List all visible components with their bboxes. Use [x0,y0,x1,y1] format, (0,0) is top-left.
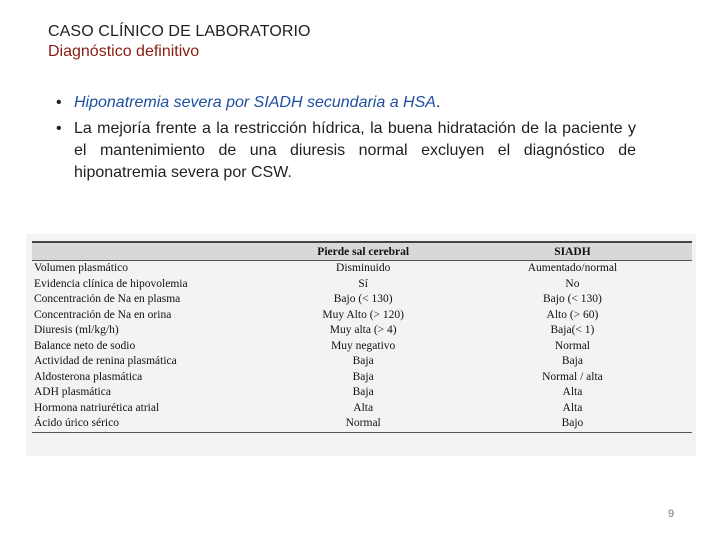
bullet-item-diagnosis [48,92,636,114]
slide-title: CASO CLÍNICO DE LABORATORIO [48,23,311,40]
table-cell: Evidencia clínica de hipovolemia [34,277,188,290]
table-cell: Alto (> 60) [546,308,599,321]
table-cell: Muy alta (> 4) [329,324,397,336]
bullet-list [48,92,636,188]
table-cell: Volumen plasmático [34,262,129,274]
table-cell: Alta [562,386,583,398]
table-cell: Normal / alta [542,370,603,383]
table-cell: Concentración de Na en plasma [34,293,181,305]
table-row [32,261,692,277]
bullet-item-exclusion [48,118,636,184]
table-cell: Muy Alto (> 120) [322,308,404,321]
bullet-suffix: . [435,94,441,111]
table-cell: Normal [345,417,381,429]
bullet-text: Hiponatremia severa por SIADH secundaria a HSA [74,94,436,111]
table-cell: ADH plasmática [34,386,111,398]
slide-subtitle: Diagnóstico definitivo [48,43,200,60]
table-cell: Baja [352,386,374,398]
table-row [32,401,692,417]
table-cell: Bajo [561,417,584,429]
table-cell: Actividad de renina plasmática [34,355,177,367]
table-cell: Concentración de Na en orina [34,308,172,321]
table-row [32,416,692,432]
table-header-cell [32,242,273,261]
comparison-table-image [26,234,696,456]
table-cell: Normal [554,339,591,352]
table-cell: Baja [352,370,374,383]
table-header-cell: Pierde sal cerebral [273,242,452,261]
table-cell: Alta [353,401,374,414]
table-cell: Aumentado/normal [527,262,618,274]
table-row [32,277,692,293]
table-row [32,292,692,308]
table-row [32,385,692,401]
table-cell: No [565,277,580,290]
table-cell: Baja [561,355,583,367]
page-number: 9 [668,508,675,520]
table-body [32,261,692,433]
table-cell: Balance neto de sodio [34,339,136,352]
table-cell: Sí [358,277,368,290]
table-cell: Aldosterona plasmática [34,370,143,383]
table-header-cell: SIADH [453,242,692,261]
table-cell: Baja(< 1) [550,324,595,336]
bullet-text: La mejoría frente a la restricción hídrica, la buena hidratación de la paciente y el mantenimiento de una diuresis normal excluyen el diagnóstico de hiponatremia severa por CSW. [74,120,636,181]
table-cell: Ácido úrico sérico [34,417,119,429]
table-cell: Muy negativo [331,339,396,352]
table-row [32,323,692,339]
table-cell: Diuresis (ml/kg/h) [34,324,119,336]
table-cell: Hormona natriurética atrial [34,401,160,414]
table-cell: Bajo (< 130) [333,293,393,305]
bullet-icon: • [56,120,62,137]
table-row [32,339,692,355]
comparison-table [32,241,692,433]
table-row [32,370,692,386]
table-header-row [32,242,692,261]
table-row [32,354,692,370]
table-cell: Disminuido [336,262,391,274]
table-cell: Baja [352,355,374,367]
bullet-icon: • [56,94,62,111]
table-row [32,308,692,324]
table-cell: Alta [562,401,583,414]
table-cell: Bajo (< 130) [543,293,602,305]
slide-header [48,22,311,62]
